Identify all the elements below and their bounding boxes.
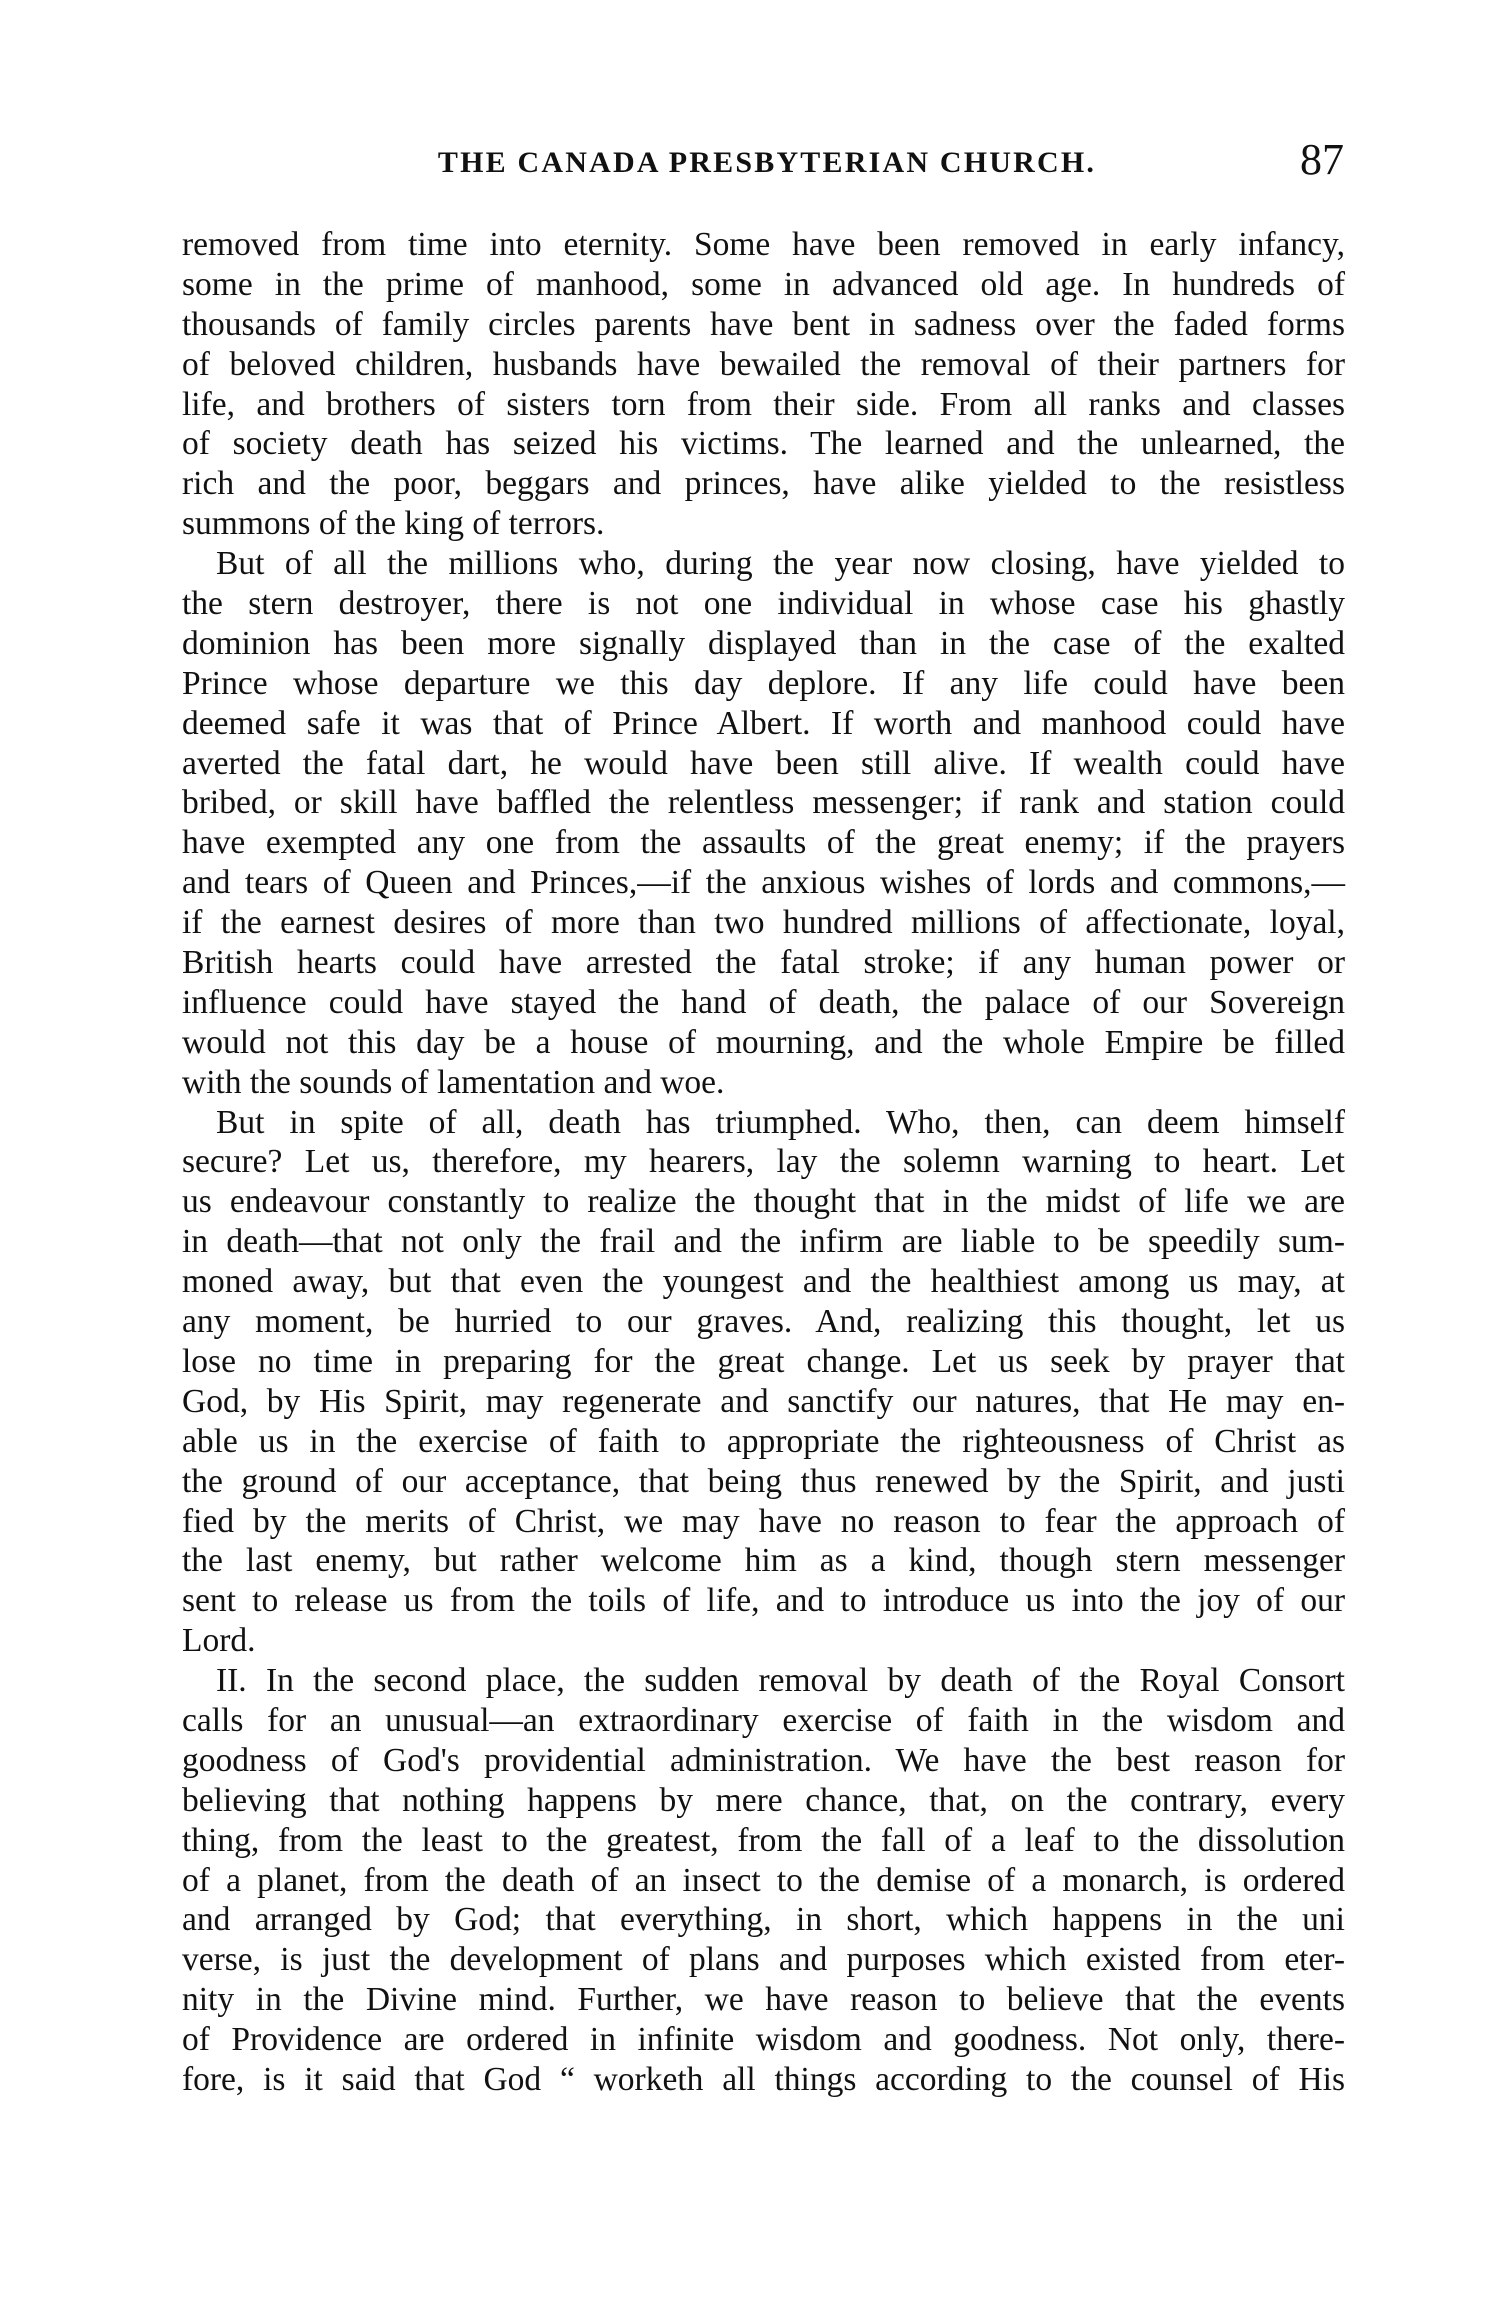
text-line: any moment, be hurried to our graves. And, realizing this thought, let us xyxy=(182,1303,1345,1341)
text-line: Prince whose departure we this day deplore. If any life could have been xyxy=(182,664,1345,702)
text-line: removed from time into eternity. Some have been removed in early infancy, xyxy=(182,226,1345,263)
text-line: of society death has seized his victims. The learned and the unlearned, the xyxy=(182,425,1345,463)
text-line: bribed, or skill have baffled the relentless messenger; if rank and station could xyxy=(182,784,1345,822)
text-line: thousands of family circles parents have bent in sadness over the faded forms xyxy=(182,305,1345,343)
text-line: II. In the second place, the sudden removal by death of the Royal Consort xyxy=(216,1662,1345,1700)
text-line: of a planet, from the death of an insect to the demise of a monarch, is ordered xyxy=(182,1861,1345,1899)
text-line: believing that nothing happens by mere chance, that, on the contrary, every xyxy=(182,1781,1345,1819)
text-line: of Providence are ordered in infinite wisdom and goodness. Not only, there- xyxy=(182,2021,1345,2059)
text-line: of beloved children, husbands have bewailed the removal of their partners for xyxy=(182,345,1345,383)
text-line: fore, is it said that God “ worketh all things according to the counsel of His xyxy=(182,2060,1345,2098)
text-line: deemed safe it was that of Prince Albert. If worth and manhood could have xyxy=(182,704,1345,742)
text-line: the stern destroyer, there is not one individual in whose case his ghastly xyxy=(182,585,1345,623)
running-head-title: THE CANADA PRESBYTERIAN CHURCH. xyxy=(437,146,1097,179)
text-line: But of all the millions who, during the year now closing, have yielded to xyxy=(216,545,1345,583)
text-line: Lord. xyxy=(182,1622,256,1660)
text-line: the ground of our acceptance, that being thus renewed by the Spirit, and justi xyxy=(182,1462,1345,1500)
text-line: influence could have stayed the hand of death, the palace of our Sovereign xyxy=(182,983,1345,1021)
text-line: fied by the merits of Christ, we may have no reason to fear the approach of xyxy=(182,1502,1345,1540)
text-line: us endeavour constantly to realize the thought that in the midst of life we are xyxy=(182,1183,1345,1221)
text-line: But in spite of all, death has triumphed. Who, then, can deem himself xyxy=(216,1103,1345,1141)
body-text xyxy=(182,225,1345,2100)
text-line: and tears of Queen and Princes,—if the anxious wishes of lords and commons,— xyxy=(182,864,1345,902)
text-line: able us in the exercise of faith to appropriate the righteousness of Christ as xyxy=(182,1422,1345,1460)
text-line: sent to release us from the toils of life, and to introduce us into the joy of our xyxy=(182,1582,1345,1620)
text-line: averted the fatal dart, he would have been still alive. If wealth could have xyxy=(182,744,1345,782)
text-line: British hearts could have arrested the fatal stroke; if any human power or xyxy=(182,944,1345,982)
text-line: the last enemy, but rather welcome him as a kind, though stern messenger xyxy=(182,1542,1345,1580)
text-line: rich and the poor, beggars and princes, have alike yielded to the resistless xyxy=(182,465,1345,503)
text-line: God, by His Spirit, may regenerate and sanctify our natures, that He may en- xyxy=(182,1382,1345,1420)
running-head xyxy=(182,135,1352,196)
text-line: with the sounds of lamentation and woe. xyxy=(182,1063,725,1101)
text-line: nity in the Divine mind. Further, we have reason to believe that the events xyxy=(182,1981,1345,2019)
text-line: goodness of God's providential administration. We have the best reason for xyxy=(182,1741,1345,1779)
text-line: secure? Let us, therefore, my hearers, lay the solemn warning to heart. Let xyxy=(182,1143,1345,1181)
text-line: calls for an unusual—an extraordinary exercise of faith in the wisdom and xyxy=(182,1701,1345,1739)
text-line: life, and brothers of sisters torn from their side. From all ranks and classes xyxy=(182,385,1345,423)
text-line: moned away, but that even the youngest and the healthiest among us may, at xyxy=(182,1263,1345,1301)
text-line: dominion has been more signally displayed than in the case of the exalted xyxy=(182,624,1345,662)
text-line: and arranged by God; that everything, in short, which happens in the uni xyxy=(182,1901,1345,1939)
text-line: thing, from the least to the greatest, from the fall of a leaf to the dissolution xyxy=(182,1821,1345,1859)
text-line: if the earnest desires of more than two hundred millions of affectionate, loyal, xyxy=(182,904,1345,942)
text-line: would not this day be a house of mourning, and the whole Empire be filled xyxy=(182,1023,1345,1061)
text-line: some in the prime of manhood, some in advanced old age. In hundreds of xyxy=(182,265,1345,303)
text-line: have exempted any one from the assaults of the great enemy; if the prayers xyxy=(182,824,1345,862)
text-line: summons of the king of terrors. xyxy=(182,505,605,543)
text-line: in death—that not only the frail and the infirm are liable to be speedily sum- xyxy=(182,1223,1345,1261)
text-line: verse, is just the development of plans and purposes which existed from eter- xyxy=(182,1941,1345,1979)
page-number: 87 xyxy=(1300,135,1344,184)
text-line: lose no time in preparing for the great change. Let us seek by prayer that xyxy=(182,1342,1345,1380)
